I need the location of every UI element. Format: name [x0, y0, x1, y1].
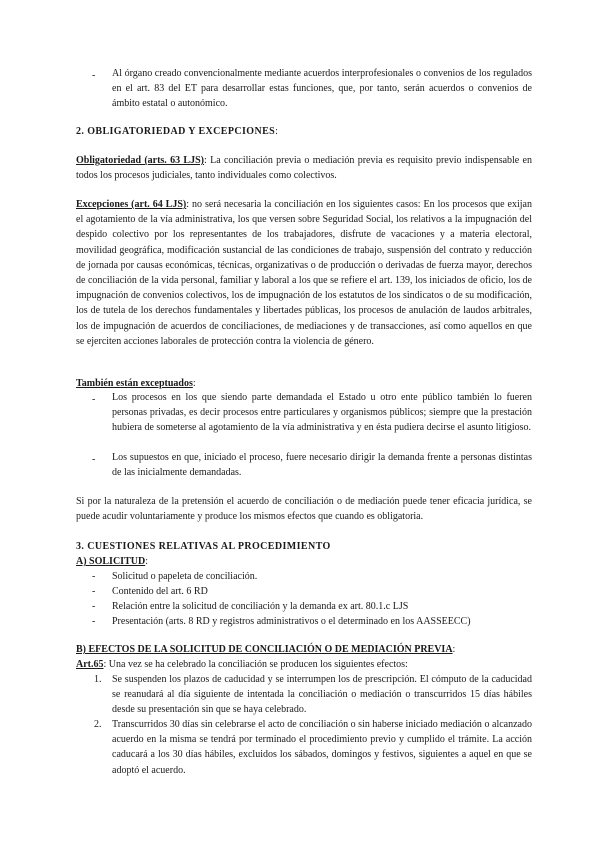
bullet-dash: -	[92, 586, 96, 597]
intro-bullet-text: Al órgano creado convencionalmente mediante acuerdos interprofesionales o convenios de los regulados en el art. 83 del ET para desarrollar estas funciones, que, por tanto, serán acuerdos o convenios de ámbito estatal o autonómico.	[112, 68, 532, 110]
excepciones-paragraph	[76, 197, 532, 349]
list-number: 2.	[94, 719, 102, 730]
tambien-label: También están exceptuados	[76, 378, 193, 389]
subsection-b-heading: B) EFECTOS DE LA SOLICITUD DE CONCILIACIÓN O DE MEDIACIÓN PREVIA	[76, 644, 453, 655]
art65-text: : Una vez se ha celebrado la conciliación se producen los siguientes efectos:	[103, 659, 408, 670]
obligatoriedad-text: : La conciliación previa o mediación previa es requisito previo indispensable en todos los procesos judiciales, tanto individuales como colectivos.	[76, 155, 532, 182]
section-2-heading-line	[76, 124, 278, 139]
subsection-a-colon: :	[145, 556, 148, 567]
closing-paragraph: Si por la naturaleza de la pretensión el acuerdo de conciliación o de mediación puede tener eficacia jurídica, se puede acudir voluntariamente y produce los mismos efectos que cuando es obligatoria.	[76, 496, 532, 523]
subsection-b-line	[76, 642, 455, 657]
art65-label: Art.65	[76, 659, 104, 670]
bullet-dash: -	[92, 70, 96, 81]
tambien-item: Los supuestos en que, iniciado el proceso, fuere necesario dirigir la demanda frente a personas distintas de las inicialmente demandadas.	[112, 452, 532, 479]
bullet-dash: -	[92, 394, 96, 405]
subsection-b-colon: :	[452, 644, 456, 655]
tambien-item: Los procesos en los que siendo parte demandada el Estado u otro ente público también lo fueren personas privadas, es decir procesos entre particulares y organismos públicos; siempre que la prestación hubiera de someterse al agotamiento de la vía administrativa y en ésta pudiera decirse el asunto litigioso.	[112, 392, 532, 434]
efecto-item: Se suspenden los plazos de caducidad y se interrumpen los de prescripción. El cómputo de la caducidad se reanudará al día siguiente de intentada la conciliación o mediación o transcurridos 15 días hábiles desde su presentación sin que se haya celebrado.	[112, 674, 532, 716]
excepciones-text: : no será necesaria la conciliación en los siguientes casos: En los procesos que exijan el agotamiento de la vía administrativa, los que versen sobre Seguridad Social, los relativos a la impugnación del despido colectivo por los representantes de los trabajadores, disfrute de vacaciones y a materia electoral, movilidad geográfica, modificación sustancial de las condiciones de trabajo, suspensión del contrato y reducción de jornada por causas económicas, técnicas, organizativas o de producción o derivadas de fuerza mayor, derechos de conciliación de la vida personal, familiar y laboral a los que se refiere el art. 139, los iniciados de oficio, los de impugnación de convenios colectivos, los de impugnación de los estatutos de los sindicatos o de su modificación, los de tutela de los derechos fundamentales y libertades públicas, los procesos de anulación de laudos arbitrales, los de impugnación de acuerdos de conciliaciones, de mediaciones y de transacciones, así como aquellos en que se ejerciten acciones laborales de protección contra la violencia de género.	[76, 199, 532, 347]
solicitud-item: Presentación (arts. 8 RD y registros administrativos o el determinado en los AASSEECC)	[112, 616, 471, 627]
subsection-a-line	[76, 554, 148, 569]
section-2-heading: 2. OBLIGATORIEDAD Y EXCEPCIONES	[76, 126, 276, 137]
section-2-colon: :	[275, 126, 278, 137]
solicitud-item: Solicitud o papeleta de conciliación.	[112, 571, 258, 582]
obligatoriedad-label: Obligatoriedad (arts. 63 LJS)	[76, 155, 204, 166]
art65-line	[76, 657, 408, 672]
obligatoriedad-paragraph	[76, 153, 532, 183]
subsection-a-heading: A) SOLICITUD	[76, 556, 146, 567]
efecto-item: Transcurridos 30 días sin celebrarse el acto de conciliación o sin haberse iniciado mediación o alcanzado acuerdo en la misma se tendrá por terminado el procedimiento previo y cumplido el trámite. La acción caducará a los 30 días hábiles, excluidos los sábados, domingos y festivos, siguientes a aquel en que se adoptó el acuerdo.	[112, 719, 532, 776]
bullet-dash: -	[92, 601, 96, 612]
section-3-heading: 3. CUESTIONES RELATIVAS AL PROCEDIMIENTO	[76, 541, 331, 552]
list-number: 1.	[94, 674, 102, 685]
bullet-dash: -	[92, 571, 96, 582]
solicitud-item: Relación entre la solicitud de conciliación y la demanda ex art. 80.1.c LJS	[112, 601, 409, 612]
tambien-heading-line	[76, 376, 196, 391]
excepciones-label: Excepciones (art. 64 LJS)	[76, 199, 187, 210]
bullet-dash: -	[92, 616, 96, 627]
bullet-dash: -	[92, 454, 96, 465]
solicitud-item: Contenido del art. 6 RD	[112, 586, 208, 597]
tambien-colon: :	[192, 378, 196, 389]
